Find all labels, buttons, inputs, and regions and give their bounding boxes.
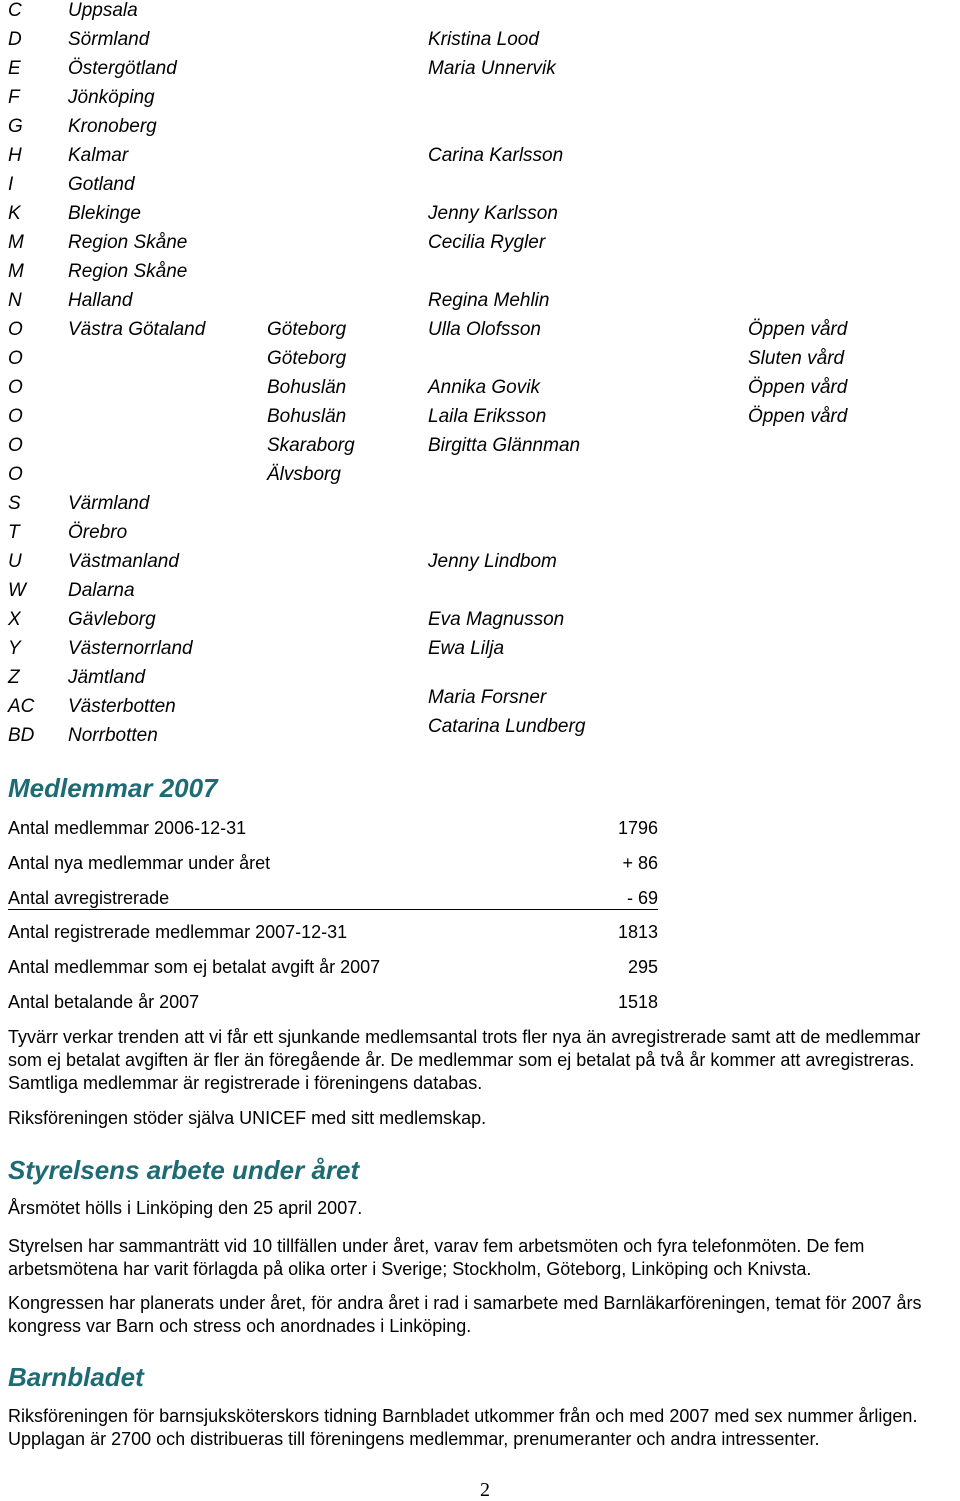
- region-name: Västmanland: [68, 551, 179, 572]
- region-name: Halland: [68, 290, 133, 311]
- region-row: [0, 493, 960, 522]
- region-row: [0, 0, 960, 29]
- region-code: O: [8, 319, 23, 340]
- region-name: Östergötland: [68, 58, 177, 79]
- care-type: Öppen vård: [748, 377, 848, 398]
- region-row: [0, 609, 960, 638]
- contact-name: Ulla Olofsson: [428, 319, 541, 340]
- region-row: [0, 261, 960, 290]
- region-name: Västerbotten: [68, 696, 176, 717]
- stat-label: Antal medlemmar 2006-12-31: [8, 818, 247, 838]
- annual-meeting-paragraph: Årsmötet hölls i Linköping den 25 april 2007.: [8, 1198, 363, 1218]
- region-row: [0, 232, 960, 261]
- region-code: F: [8, 87, 20, 108]
- subregion-name: Göteborg: [267, 348, 347, 369]
- region-row: [0, 203, 960, 232]
- region-code: S: [8, 493, 21, 514]
- region-code: O: [8, 464, 23, 485]
- region-code: AC: [8, 696, 35, 717]
- region-name: Kronoberg: [68, 116, 157, 137]
- stat-label: Antal nya medlemmar under året: [8, 853, 271, 873]
- stat-value: 295: [627, 957, 658, 977]
- region-code: T: [8, 522, 20, 543]
- contact-name: Jenny Karlsson: [428, 203, 558, 224]
- stat-label: Antal registrerade medlemmar 2007-12-31: [8, 922, 348, 942]
- stat-row: [8, 921, 658, 951]
- contact-name: Maria Forsner: [428, 687, 547, 708]
- region-code: BD: [8, 725, 35, 746]
- region-name: Uppsala: [68, 0, 138, 21]
- stat-label: Antal betalande år 2007: [8, 992, 200, 1012]
- contact-name: Regina Mehlin: [428, 290, 550, 311]
- stat-value: + 86: [622, 853, 658, 873]
- board-heading: Styrelsens arbete under året: [8, 1155, 360, 1185]
- region-code: G: [8, 116, 23, 137]
- region-name: Värmland: [68, 493, 150, 514]
- subregion-name: Älvsborg: [267, 464, 341, 485]
- region-row: [0, 116, 960, 145]
- region-row: [0, 580, 960, 609]
- region-code: W: [8, 580, 26, 601]
- region-name: Örebro: [68, 522, 128, 543]
- region-row: [0, 145, 960, 174]
- region-contact-extra: [0, 687, 960, 716]
- region-row: [0, 348, 960, 377]
- region-name: Västra Götaland: [68, 319, 206, 340]
- page-number: 2: [480, 1479, 490, 1501]
- region-code: U: [8, 551, 22, 572]
- region-name: Gotland: [68, 174, 135, 195]
- care-type: Öppen vård: [748, 319, 848, 340]
- region-row: [0, 435, 960, 464]
- region-code: O: [8, 348, 23, 369]
- contact-name: Carina Karlsson: [428, 145, 564, 166]
- region-code: O: [8, 435, 23, 456]
- region-code: Z: [8, 667, 20, 688]
- region-code: N: [8, 290, 22, 311]
- region-code: E: [8, 58, 21, 79]
- stat-row: [8, 852, 658, 882]
- unicef-paragraph: Riksföreningen stöder själva UNICEF med sitt medlemskap.: [8, 1108, 487, 1128]
- contact-name: Laila Eriksson: [428, 406, 547, 427]
- contact-name: Annika Govik: [428, 377, 540, 398]
- region-row: [0, 87, 960, 116]
- region-code: O: [8, 377, 23, 398]
- region-code: D: [8, 29, 22, 50]
- region-row: [0, 638, 960, 667]
- contact-name: Birgitta Glännman: [428, 435, 581, 456]
- region-row: [0, 29, 960, 58]
- stat-row: [8, 887, 658, 917]
- region-row: [0, 522, 960, 551]
- contact-name: Kristina Lood: [428, 29, 539, 50]
- contact-name: Jenny Lindbom: [428, 551, 557, 572]
- care-type: Öppen vård: [748, 406, 848, 427]
- subregion-name: Bohuslän: [267, 377, 347, 398]
- region-name: Region Skåne: [68, 261, 188, 282]
- region-row: [0, 551, 960, 580]
- region-code: H: [8, 145, 22, 166]
- region-name: Norrbotten: [68, 725, 158, 746]
- stat-value: 1518: [617, 992, 658, 1012]
- region-name: Blekinge: [68, 203, 141, 224]
- sum-underline: [8, 909, 658, 910]
- care-type: Sluten vård: [748, 348, 845, 369]
- stat-label: Antal avregistrerade: [8, 888, 170, 908]
- region-name: Gävleborg: [68, 609, 156, 630]
- subregion-name: Bohuslän: [267, 406, 347, 427]
- members-heading: Medlemmar 2007: [8, 773, 218, 803]
- region-row: [0, 377, 960, 406]
- members-paragraph: Tyvärr verkar trenden att vi får ett sjunkande medlemsantal trots fler nya än avregistrerade samt att de medlemmar som ej betalat avgiften är fler än föregående år. De medlemmar som ej betalat på två år kommer att avregistreras. Samtliga medlemmar är registrerade i föreningens databas.: [8, 1027, 921, 1093]
- contact-name: Eva Magnusson: [428, 609, 565, 630]
- subregion-name: Skaraborg: [267, 435, 355, 456]
- region-code: C: [8, 0, 22, 21]
- stat-value: 1796: [617, 818, 658, 838]
- region-name: Västernorrland: [68, 638, 193, 659]
- barnbladet-heading: Barnbladet: [8, 1362, 144, 1392]
- stat-row: [8, 991, 658, 1021]
- region-name: Jämtland: [68, 667, 146, 688]
- region-row: [0, 174, 960, 203]
- subregion-name: Göteborg: [267, 319, 347, 340]
- region-code: Y: [8, 638, 21, 659]
- region-code: K: [8, 203, 21, 224]
- region-code: M: [8, 232, 24, 253]
- stat-value: - 69: [626, 888, 658, 908]
- congress-paragraph: Kongressen har planerats under året, för andra året i rad i samarbete med Barnläkarföreningen, temat för 2007 års kongress var Barn och stress och anordnades i Linköping.: [8, 1293, 922, 1336]
- board-meetings-paragraph: Styrelsen har sammanträtt vid 10 tillfällen under året, varav fem arbetsmöten och fyra telefonmöten. De fem arbetsmötena har varit förlagda på olika orter i Sverige; Stockholm, Göteborg, Linköping och Knivsta.: [8, 1236, 865, 1279]
- region-contact-extra: [0, 716, 960, 745]
- region-row: [0, 290, 960, 319]
- stat-row: [8, 956, 658, 986]
- region-code: I: [8, 174, 14, 195]
- contact-name: Catarina Lundberg: [428, 716, 586, 737]
- region-name: Dalarna: [68, 580, 135, 601]
- region-name: Jönköping: [68, 87, 155, 108]
- contact-name: Cecilia Rygler: [428, 232, 546, 253]
- region-code: O: [8, 406, 23, 427]
- contact-name: Ewa Lilja: [428, 638, 505, 659]
- region-row: [0, 406, 960, 435]
- region-row: [0, 319, 960, 348]
- stat-value: 1813: [617, 922, 658, 942]
- barnbladet-paragraph: Riksföreningen för barnsjuksköterskors tidning Barnbladet utkommer från och med 2007 med sex nummer årligen. Upplagan är 2700 och distribueras till föreningens medlemmar, prenumeranter och andra intressenter.: [8, 1406, 918, 1449]
- contact-name: Maria Unnervik: [428, 58, 556, 79]
- region-name: Sörmland: [68, 29, 150, 50]
- region-row: [0, 464, 960, 493]
- region-name: Region Skåne: [68, 232, 188, 253]
- stat-row: [8, 817, 658, 847]
- region-row: [0, 58, 960, 87]
- region-code: M: [8, 261, 24, 282]
- region-code: X: [8, 609, 21, 630]
- region-name: Kalmar: [68, 145, 129, 166]
- stat-label: Antal medlemmar som ej betalat avgift år 2007: [8, 957, 381, 977]
